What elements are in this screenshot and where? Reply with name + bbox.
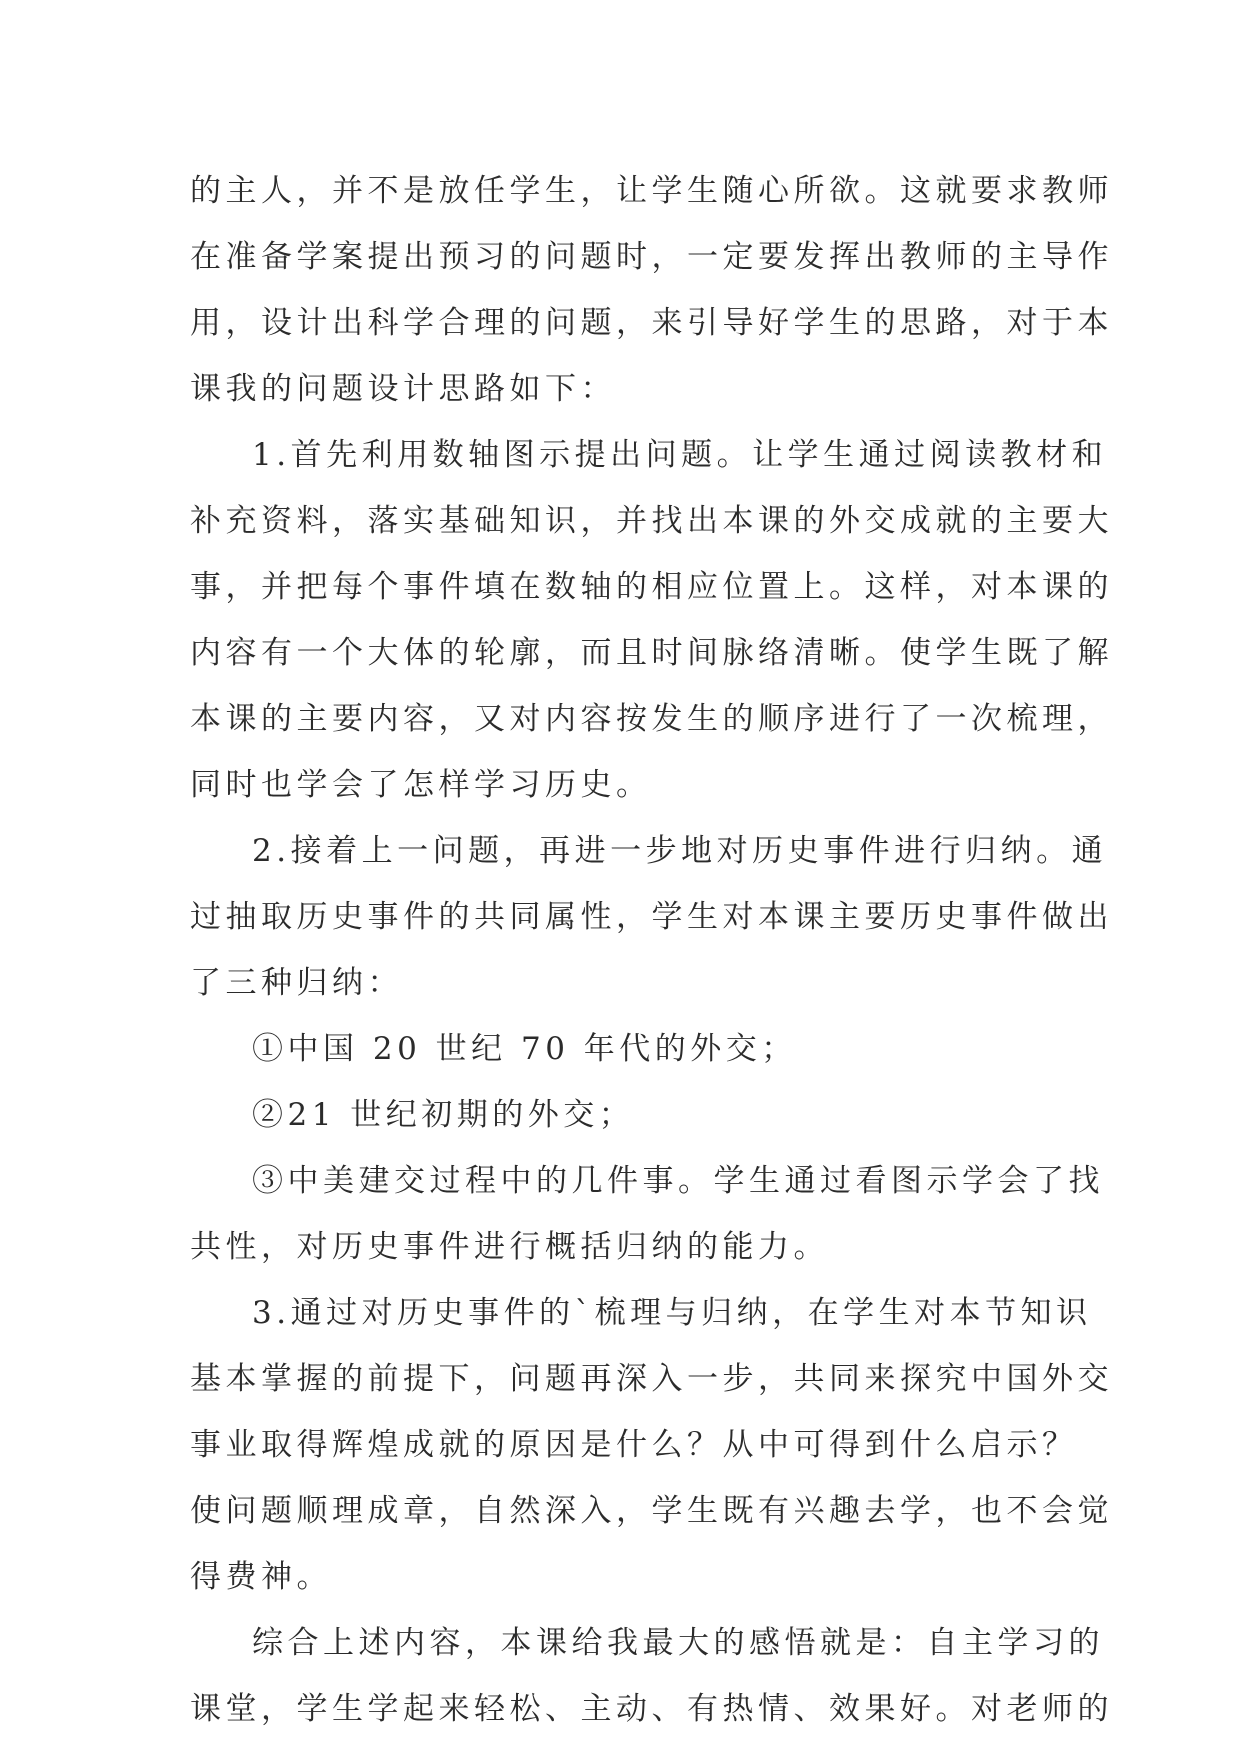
- text-line: 过抽取历史事件的共同属性，学生对本课主要历史事件做出: [190, 899, 1113, 935]
- text-line: 内容有一个大体的轮廓，而且时间脉络清晰。使学生既了解: [190, 635, 1113, 671]
- text-line: 补充资料，落实基础知识，并找出本课的外交成就的主要大: [190, 503, 1113, 539]
- text-line: 用，设计出科学合理的问题，来引导好学生的思路，对于本: [190, 305, 1113, 341]
- text-line: 课堂，学生学起来轻松、主动、有热情、效果好。对老师的: [190, 1691, 1113, 1727]
- body-text: [190, 158, 1113, 1742]
- text-line: 综合上述内容，本课给我最大的感悟就是：自主学习的: [252, 1625, 1104, 1661]
- text-line: ③中美建交过程中的几件事。学生通过看图示学会了找: [252, 1163, 1104, 1199]
- text-line: 1.首先利用数轴图示提出问题。让学生通过阅读教材和: [252, 437, 1108, 473]
- text-line: 本课的主要内容，又对内容按发生的顺序进行了一次梳理，: [190, 701, 1113, 737]
- text-line: 的主人，并不是放任学生，让学生随心所欲。这就要求教师: [190, 173, 1113, 209]
- text-line: 了三种归纳：: [190, 965, 403, 1001]
- text-line: 得费神。: [190, 1559, 332, 1595]
- text-line: 2.接着上一问题，再进一步地对历史事件进行归纳。通: [252, 833, 1108, 869]
- text-line: 事业取得辉煌成就的原因是什么？从中可得到什么启示？: [190, 1427, 1078, 1463]
- text-line: 同时也学会了怎样学习历史。: [190, 767, 652, 803]
- text-line: ②21 世纪初期的外交；: [252, 1097, 635, 1133]
- text-line: 事，并把每个事件填在数轴的相应位置上。这样，对本课的: [190, 569, 1113, 605]
- text-line: 共性，对历史事件进行概括归纳的能力。: [190, 1229, 829, 1265]
- text-line: ①中国 20 世纪 70 年代的外交；: [252, 1031, 797, 1067]
- text-line: 课我的问题设计思路如下：: [190, 371, 616, 407]
- text-line: 使问题顺理成章，自然深入，学生既有兴趣去学，也不会觉: [190, 1493, 1113, 1529]
- text-line: 基本掌握的前提下，问题再深入一步，共同来探究中国外交: [190, 1361, 1113, 1397]
- text-line: 3.通过对历史事件的`梳理与归纳，在学生对本节知识: [252, 1295, 1092, 1331]
- text-line: 在准备学案提出预习的问题时，一定要发挥出教师的主导作: [190, 239, 1113, 275]
